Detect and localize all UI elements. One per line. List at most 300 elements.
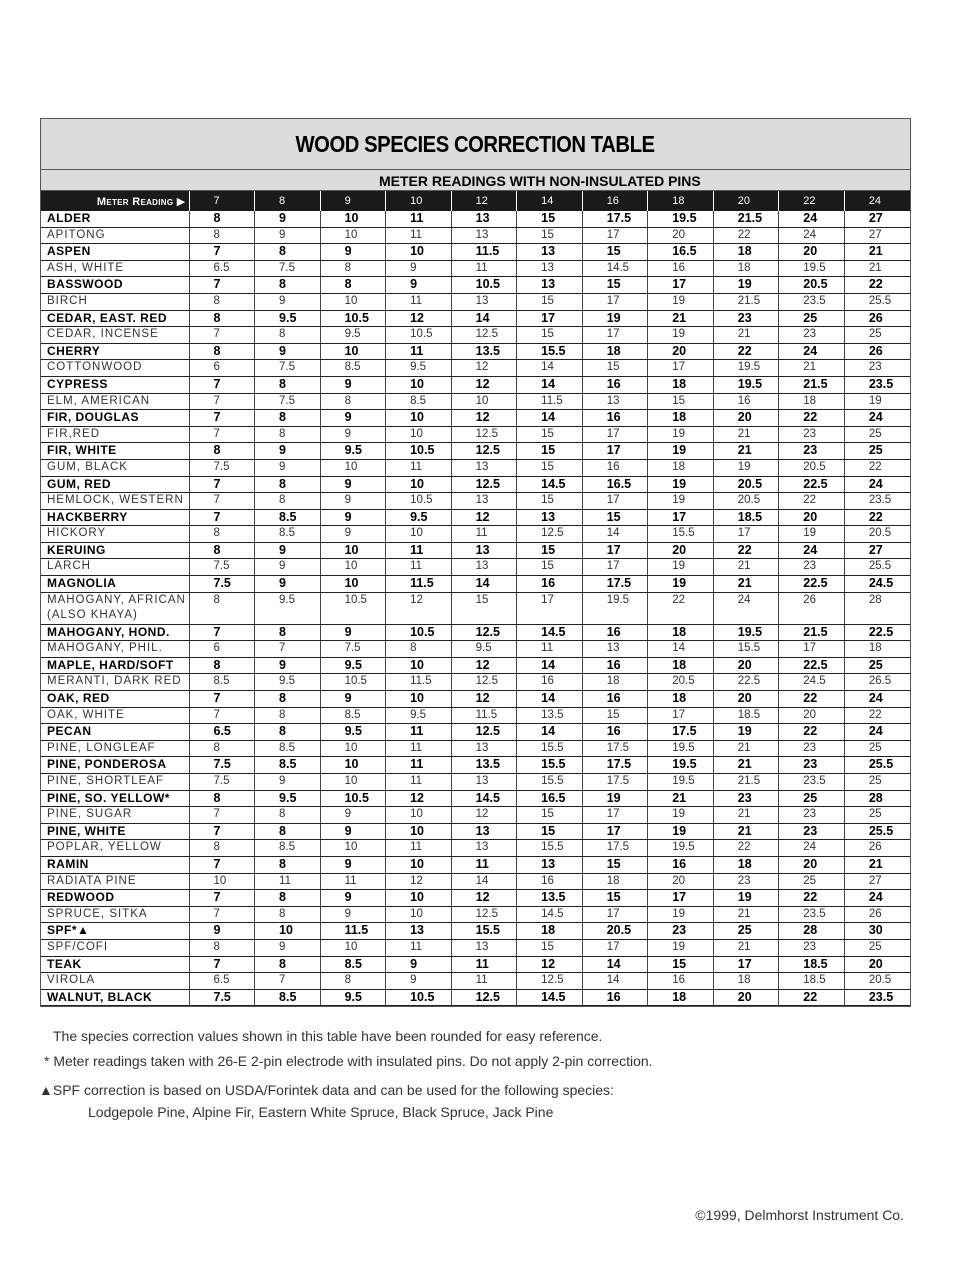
- table-cell: 8: [189, 443, 255, 460]
- table-cell: 14.5: [517, 906, 583, 923]
- table-cell: 24: [779, 840, 845, 857]
- table-cell: 24: [844, 476, 910, 493]
- table-cell: 16: [582, 691, 648, 708]
- table-cell: 8: [255, 807, 321, 824]
- table-cell: 18: [582, 873, 648, 890]
- table-subtitle: METER READINGS WITH NON-INSULATED PINS: [379, 173, 701, 189]
- table-cell: 23: [779, 740, 845, 757]
- table-cell: 15: [582, 890, 648, 907]
- table-cell: 21.5: [779, 376, 845, 393]
- table-cell: 10: [386, 426, 452, 443]
- column-header: 12: [451, 191, 517, 211]
- table-cell: 17: [582, 542, 648, 559]
- table-cell: 12: [451, 890, 517, 907]
- species-name: MAPLE, HARD/SOFT: [41, 657, 189, 674]
- table-cell: 8: [255, 724, 321, 741]
- table-row: [41, 823, 910, 840]
- species-name: TEAK: [41, 956, 189, 973]
- table-cell: 19: [713, 459, 779, 476]
- column-header: 16: [582, 191, 648, 211]
- table-cell: 25: [844, 443, 910, 460]
- table-cell: 11: [386, 343, 452, 360]
- table-cell: 23: [779, 426, 845, 443]
- table-cell: 16: [582, 376, 648, 393]
- table-cell: 10.5: [386, 443, 452, 460]
- table-cell: 22: [713, 840, 779, 857]
- table-cell: 13: [386, 923, 452, 940]
- species-name: ELM, AMERICAN: [41, 393, 189, 410]
- table-cell: 10: [320, 757, 386, 774]
- table-cell: 8: [189, 211, 255, 227]
- species-name: LARCH: [41, 559, 189, 576]
- table-cell: 11: [386, 724, 452, 741]
- table-cell: 19: [648, 426, 714, 443]
- table-cell: 9.5: [320, 327, 386, 344]
- table-cell: 10: [320, 542, 386, 559]
- table-cell: 24: [779, 343, 845, 360]
- table-cell: 9.5: [255, 790, 321, 807]
- column-header: 24: [844, 191, 910, 211]
- table-cell: 10: [386, 244, 452, 261]
- table-cell: 13: [451, 542, 517, 559]
- table-cell: 15: [517, 426, 583, 443]
- table-cell: 17.5: [582, 576, 648, 593]
- table-cell: 9: [255, 657, 321, 674]
- table-cell: 18: [648, 376, 714, 393]
- table-cell: 10: [189, 873, 255, 890]
- column-header: 9: [320, 191, 386, 211]
- table-row: [41, 310, 910, 327]
- table-cell: 15.5: [517, 740, 583, 757]
- table-cell: 7: [189, 509, 255, 526]
- table-row: [41, 410, 910, 427]
- table-cell: 12: [386, 310, 452, 327]
- table-cell: 9: [255, 211, 321, 227]
- table-cell: 10: [386, 476, 452, 493]
- table-cell: 8: [189, 343, 255, 360]
- table-cell: 16: [582, 724, 648, 741]
- table-cell: 17.5: [582, 774, 648, 791]
- table-cell: 10: [320, 774, 386, 791]
- table-cell: 8: [255, 906, 321, 923]
- table-cell: 25: [779, 790, 845, 807]
- table-cell: 23.5: [844, 989, 910, 1006]
- table-cell: 25: [844, 774, 910, 791]
- table-cell: 13.5: [451, 757, 517, 774]
- copyright: ©1999, Delmhorst Instrument Co.: [695, 1207, 904, 1223]
- table-cell: 14: [517, 657, 583, 674]
- table-cell: 26: [779, 592, 845, 624]
- table-cell: 23.5: [779, 774, 845, 791]
- table-cell: 9: [386, 260, 452, 277]
- species-name: MERANTI, DARK RED: [41, 674, 189, 691]
- species-name: CYPRESS: [41, 376, 189, 393]
- table-cell: 14: [582, 973, 648, 990]
- table-cell: 8: [255, 244, 321, 261]
- species-name: HEMLOCK, WESTERN: [41, 493, 189, 510]
- table-cell: 8: [189, 227, 255, 244]
- table-cell: 12: [451, 509, 517, 526]
- species-name: SPRUCE, SITKA: [41, 906, 189, 923]
- table-cell: 25: [844, 657, 910, 674]
- table-cell: 15: [517, 459, 583, 476]
- table-cell: 17: [582, 493, 648, 510]
- table-cell: 21: [648, 790, 714, 807]
- species-name: SPF*▲: [41, 923, 189, 940]
- table-cell: 12: [386, 592, 452, 624]
- table-row: [41, 873, 910, 890]
- table-cell: 20.5: [844, 526, 910, 543]
- table-cell: 24: [844, 890, 910, 907]
- table-cell: 7: [189, 890, 255, 907]
- table-cell: 8: [255, 410, 321, 427]
- table-cell: 18: [517, 923, 583, 940]
- table-cell: 8: [189, 310, 255, 327]
- table-cell: 14: [451, 310, 517, 327]
- table-row: [41, 691, 910, 708]
- table-cell: 12: [451, 360, 517, 377]
- table-cell: 19: [713, 724, 779, 741]
- table-row: [41, 327, 910, 344]
- table-cell: 10: [320, 559, 386, 576]
- table-cell: 15: [517, 443, 583, 460]
- table-cell: 16: [648, 973, 714, 990]
- table-cell: 25: [844, 327, 910, 344]
- column-header: 10: [386, 191, 452, 211]
- table-cell: 17: [582, 906, 648, 923]
- table-cell: 9: [320, 410, 386, 427]
- table-cell: 21: [779, 360, 845, 377]
- table-cell: 11: [320, 873, 386, 890]
- meter-reading-text: Meter Reading: [96, 195, 174, 208]
- table-cell: 17: [713, 956, 779, 973]
- table-cell: 21: [713, 906, 779, 923]
- table-cell: 15: [517, 293, 583, 310]
- table-cell: 10: [320, 211, 386, 227]
- species-name: SPF/COFI: [41, 939, 189, 956]
- table-cell: 10.5: [386, 989, 452, 1006]
- table-cell: 14.5: [451, 790, 517, 807]
- table-cell: 12: [451, 657, 517, 674]
- table-cell: 12.5: [517, 973, 583, 990]
- table-cell: 7.5: [189, 459, 255, 476]
- table-cell: 7: [189, 906, 255, 923]
- table-cell: 13: [582, 393, 648, 410]
- triangle-icon: ▲: [39, 1082, 53, 1098]
- table-cell: 8: [320, 277, 386, 294]
- table-cell: 16.5: [648, 244, 714, 261]
- table-cell: 20: [648, 542, 714, 559]
- table-cell: 15: [582, 244, 648, 261]
- table-cell: 10: [386, 890, 452, 907]
- table-cell: 20: [713, 410, 779, 427]
- table-cell: 18: [713, 244, 779, 261]
- table-cell: 8: [255, 376, 321, 393]
- table-row: [41, 476, 910, 493]
- table-row: [41, 624, 910, 641]
- table-cell: 14.5: [517, 624, 583, 641]
- table-cell: 21: [713, 559, 779, 576]
- table-cell: 21.5: [713, 211, 779, 227]
- table-cell: 10.5: [320, 674, 386, 691]
- table-cell: 23.5: [779, 293, 845, 310]
- table-cell: 9: [320, 856, 386, 873]
- play-arrow-icon: ▶: [176, 195, 186, 208]
- table-cell: 18: [713, 260, 779, 277]
- table-cell: 10: [320, 293, 386, 310]
- table-cell: 15: [648, 956, 714, 973]
- table-cell: 25: [844, 939, 910, 956]
- table-cell: 22.5: [713, 674, 779, 691]
- table-cell: 6.5: [189, 260, 255, 277]
- table-cell: 8.5: [255, 526, 321, 543]
- table-cell: 9: [255, 542, 321, 559]
- table-row: [41, 526, 910, 543]
- table-cell: 13: [451, 740, 517, 757]
- species-name: WALNUT, BLACK: [41, 989, 189, 1006]
- table-cell: 21: [713, 807, 779, 824]
- table-cell: 23: [779, 823, 845, 840]
- note-spf-species: Lodgepole Pine, Alpine Fir, Eastern White Spruce, Black Spruce, Jack Pine: [88, 1104, 554, 1120]
- table-cell: 12.5: [451, 476, 517, 493]
- table-cell: 9: [386, 956, 452, 973]
- table-cell: 15: [517, 559, 583, 576]
- table-cell: 11.5: [451, 707, 517, 724]
- table-cell: 15.5: [517, 757, 583, 774]
- table-cell: 7: [189, 376, 255, 393]
- table-cell: 19: [648, 476, 714, 493]
- species-name: PINE, PONDEROSA: [41, 757, 189, 774]
- table-cell: 9.5: [320, 657, 386, 674]
- table-cell: 13: [451, 459, 517, 476]
- table-cell: 9: [255, 559, 321, 576]
- table-cell: 18: [844, 641, 910, 658]
- table-cell: 8: [320, 260, 386, 277]
- table-cell: 23: [713, 310, 779, 327]
- note-spf: [39, 1082, 614, 1098]
- table-cell: 8: [320, 393, 386, 410]
- table-cell: 13: [451, 840, 517, 857]
- table-cell: 9: [255, 343, 321, 360]
- species-name: BIRCH: [41, 293, 189, 310]
- species-name: PECAN: [41, 724, 189, 741]
- table-cell: 9.5: [255, 674, 321, 691]
- table-cell: 25.5: [844, 757, 910, 774]
- column-header: 22: [779, 191, 845, 211]
- table-row: [41, 592, 910, 624]
- table-cell: 16: [713, 393, 779, 410]
- species-name: POPLAR, YELLOW: [41, 840, 189, 857]
- table-row: [41, 674, 910, 691]
- table-cell: 11: [386, 293, 452, 310]
- species-name: CEDAR, EAST. RED: [41, 310, 189, 327]
- table-cell: 15: [517, 493, 583, 510]
- table-cell: 20.5: [582, 923, 648, 940]
- table-cell: 23.5: [844, 376, 910, 393]
- table-cell: 7: [255, 973, 321, 990]
- table-cell: 12.5: [517, 526, 583, 543]
- table-cell: 20: [648, 227, 714, 244]
- table-cell: 21: [713, 740, 779, 757]
- table-cell: 17: [582, 559, 648, 576]
- table-cell: 13: [517, 856, 583, 873]
- table-cell: 7: [189, 393, 255, 410]
- species-name: ASH, WHITE: [41, 260, 189, 277]
- table-cell: 14: [517, 360, 583, 377]
- table-cell: 24.5: [779, 674, 845, 691]
- table-cell: 22: [844, 459, 910, 476]
- species-name: PINE, LONGLEAF: [41, 740, 189, 757]
- table-row: [41, 576, 910, 593]
- table-cell: 14: [517, 410, 583, 427]
- table-cell: 12: [517, 956, 583, 973]
- species-name: OAK, WHITE: [41, 707, 189, 724]
- column-header: 8: [255, 191, 321, 211]
- table-cell: 9: [320, 823, 386, 840]
- table-cell: 7.5: [189, 559, 255, 576]
- table-cell: 25: [779, 873, 845, 890]
- table-cell: 8: [189, 657, 255, 674]
- table-row: [41, 641, 910, 658]
- table-cell: 7.5: [189, 757, 255, 774]
- table-cell: 15: [582, 707, 648, 724]
- table-cell: 7: [189, 493, 255, 510]
- table-cell: 16: [648, 260, 714, 277]
- table-cell: 20: [844, 956, 910, 973]
- table-cell: 6: [189, 641, 255, 658]
- table-cell: 21: [713, 576, 779, 593]
- table-cell: 21: [713, 327, 779, 344]
- table-cell: 11: [451, 956, 517, 973]
- table-cell: 8: [255, 327, 321, 344]
- species-name: RAMIN: [41, 856, 189, 873]
- table-cell: 27: [844, 227, 910, 244]
- table-cell: 10.5: [320, 790, 386, 807]
- table-cell: 9.5: [386, 360, 452, 377]
- column-header: 18: [648, 191, 714, 211]
- table-cell: 18.5: [779, 973, 845, 990]
- table-cell: 15: [582, 277, 648, 294]
- note-asterisk: * Meter readings taken with 26-E 2-pin electrode with insulated pins. Do not apply 2-pin correction.: [44, 1053, 653, 1069]
- table-cell: 22: [844, 277, 910, 294]
- table-cell: 15: [517, 542, 583, 559]
- table-cell: 8.5: [255, 509, 321, 526]
- table-cell: 7.5: [255, 393, 321, 410]
- table-cell: 28: [779, 923, 845, 940]
- table-cell: 21: [713, 443, 779, 460]
- table-cell: 11: [386, 939, 452, 956]
- table-cell: 18: [648, 624, 714, 641]
- table-cell: 25.5: [844, 293, 910, 310]
- table-cell: 26: [844, 840, 910, 857]
- table-cell: 7: [255, 641, 321, 658]
- table-cell: 12.5: [451, 906, 517, 923]
- table-cell: 13: [451, 559, 517, 576]
- table-cell: 10: [386, 823, 452, 840]
- table-cell: 19: [648, 807, 714, 824]
- table-cell: 9: [255, 774, 321, 791]
- table-cell: 9: [320, 244, 386, 261]
- table-cell: 21: [713, 939, 779, 956]
- table-cell: 11.5: [517, 393, 583, 410]
- table-cell: 11.5: [386, 674, 452, 691]
- table-cell: 9.5: [320, 443, 386, 460]
- table-cell: 12: [451, 691, 517, 708]
- table-cell: 9.5: [386, 707, 452, 724]
- table-cell: 10: [386, 526, 452, 543]
- table-cell: 7: [189, 476, 255, 493]
- table-cell: 9.5: [320, 989, 386, 1006]
- header-row: [41, 191, 910, 211]
- table-cell: 12: [451, 807, 517, 824]
- table-cell: 12.5: [451, 443, 517, 460]
- table-cell: 20.5: [779, 459, 845, 476]
- column-header: 14: [517, 191, 583, 211]
- table-cell: 12.5: [451, 624, 517, 641]
- table-cell: 19.5: [648, 840, 714, 857]
- table-row: [41, 657, 910, 674]
- table-cell: 17.5: [582, 211, 648, 227]
- table-cell: 22: [779, 691, 845, 708]
- table-cell: 11.5: [451, 244, 517, 261]
- table-cell: 24.5: [844, 576, 910, 593]
- table-cell: 16.5: [517, 790, 583, 807]
- table-cell: 20.5: [648, 674, 714, 691]
- table-cell: 15: [582, 509, 648, 526]
- table-cell: 8: [255, 426, 321, 443]
- table-cell: 19.5: [713, 360, 779, 377]
- table-cell: 12: [451, 410, 517, 427]
- table-cell: 7.5: [189, 989, 255, 1006]
- table-row: [41, 923, 910, 940]
- table-cell: 18.5: [713, 707, 779, 724]
- table-row: [41, 906, 910, 923]
- table-cell: 7.5: [255, 360, 321, 377]
- table-cell: 23: [844, 360, 910, 377]
- table-cell: 8: [255, 956, 321, 973]
- species-name: CEDAR, INCENSE: [41, 327, 189, 344]
- table-cell: 10.5: [386, 493, 452, 510]
- table-cell: 11: [386, 757, 452, 774]
- table-cell: 13: [451, 227, 517, 244]
- table-cell: 17: [648, 707, 714, 724]
- table-cell: 16: [582, 624, 648, 641]
- table-cell: 7: [189, 691, 255, 708]
- table-cell: 10: [255, 923, 321, 940]
- table-cell: 9: [320, 890, 386, 907]
- table-cell: 11: [386, 740, 452, 757]
- table-cell: 19: [648, 327, 714, 344]
- table-cell: 16: [582, 989, 648, 1006]
- table-cell: 14.5: [582, 260, 648, 277]
- table-cell: 22: [779, 410, 845, 427]
- table-cell: 14: [451, 576, 517, 593]
- table-cell: 11: [451, 260, 517, 277]
- table-cell: 8.5: [320, 360, 386, 377]
- table-cell: 8: [255, 476, 321, 493]
- table-row: [41, 244, 910, 261]
- table-cell: 20: [648, 343, 714, 360]
- table-cell: 13.5: [517, 890, 583, 907]
- table-cell: 6.5: [189, 973, 255, 990]
- table-cell: 19: [844, 393, 910, 410]
- table-cell: 23: [779, 939, 845, 956]
- table-cell: 22: [779, 890, 845, 907]
- table-cell: 8.5: [255, 840, 321, 857]
- table-cell: 27: [844, 542, 910, 559]
- table-cell: 17.5: [582, 757, 648, 774]
- table-cell: 14: [451, 873, 517, 890]
